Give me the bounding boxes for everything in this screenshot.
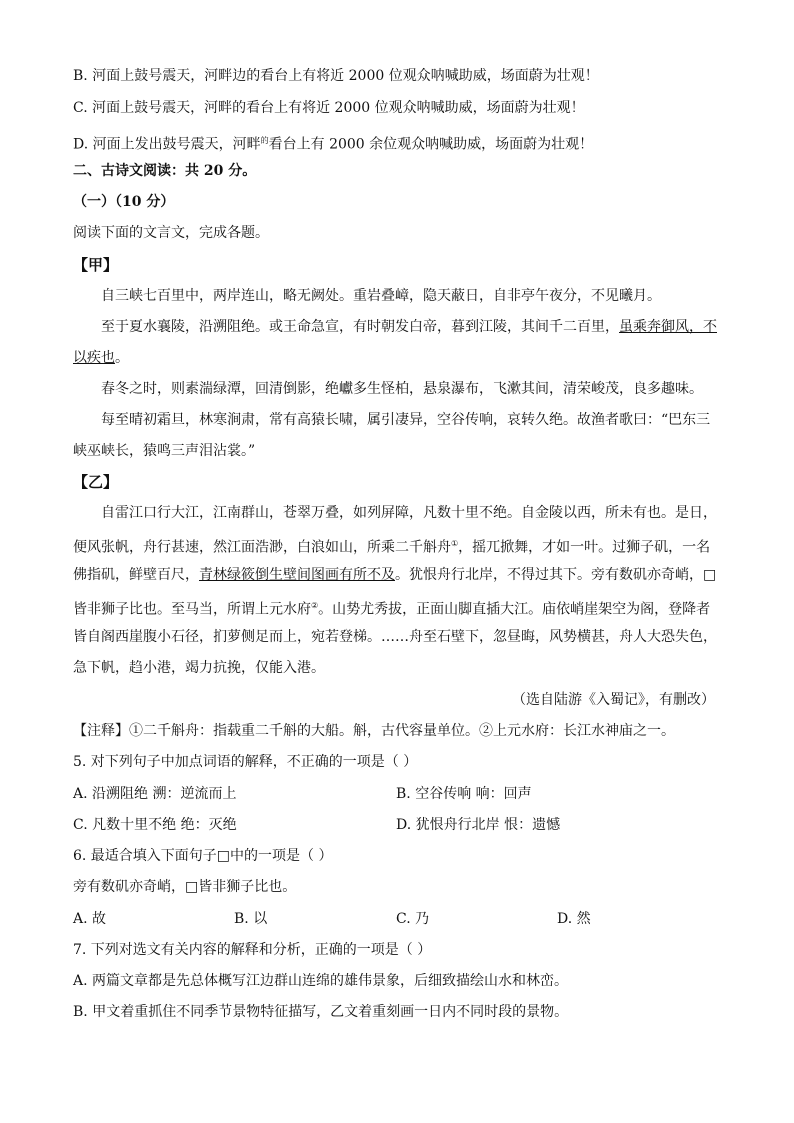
footnote-ref-2: ② [311,601,319,610]
passage-yi-l4-a: 皆非狮子比也。至马当，所谓上元水府 [73,601,311,618]
section-2-title: 二、古诗文阅读：共 20 分。 [73,163,257,179]
passage-yi-line-6: 急下帆，趋小港，竭力抗挽，仅能入港。 [73,660,325,676]
section-2-part-1: （一）（10 分） [73,194,175,210]
question-7-stem: 7. 下列对选文有关内容的解释和分析，正确的一项是（ ） [73,942,432,958]
question-5-option-b: B. 空谷传响 响：回声 [396,786,532,802]
question-6-option-a: A. 故 [73,911,107,927]
question-5-option-d: D. 犹恨舟行北岸 恨：遗憾 [396,817,561,833]
passage-yi-label: 【乙】 [73,473,119,491]
question-6-option-b: B. 以 [234,911,268,927]
footnote-ref-1: ① [451,539,459,548]
question-6-option-d: D. 然 [557,911,591,927]
underlined-sentence-cont: 以疾也 [73,350,115,366]
passage-source: （选自陆游《入蜀记》，有删改） [512,692,715,708]
passage-yi-line-2 [73,534,710,558]
passage-yi-line-3 [73,565,716,585]
q4-option-d [73,131,593,155]
passage-yi-l2-b: ，摇兀掀舞，才如一叶。过狮子矶，一名 [458,539,711,556]
q4-option-d-text-2: 看台上有 2000 余位观众呐喊助威，场面蔚为壮观！ [268,136,594,153]
question-7-option-a: A. 两篇文章都是先总体概写江边群山连绵的雄伟景象，后细致描绘山水和林峦。 [73,973,569,989]
passage-yi-line-5: 皆自阁西崖腹小石径，扪萝侧足而上，宛若登梯。……舟至石壁下，忽昼晦，风势横甚，舟人大恐失色， [73,629,717,645]
question-5-option-c: C. 凡数十里不绝 绝：灭绝 [73,817,237,833]
q4-option-d-text-1: D. 河面上发出鼓号震天，河畔 [73,136,261,153]
reading-instruction: 阅读下面的文言文，完成各题。 [73,225,269,241]
q4-option-c: C. 河面上鼓号震天，河畔的看台上有将近 2000 位观众呐喊助威，场面蔚为壮观！ [73,100,585,116]
question-5-option-a: A. 沿溯阻绝 溯：逆流而上 [73,786,237,802]
passage-jia-paragraph-4-cont: 峡巫峡长，猿鸣三声泪沾裳。” [73,443,256,459]
passage-yi-line-1: 自雷江口行大江，江南群山，苍翠万叠，如列屏障，凡数十里不绝。自金陵以西，所未有也。是日， [101,505,717,521]
passage-jia-paragraph-1: 自三峡七百里中，两岸连山，略无阙处。重岩叠嶂，隐天蔽日，自非亭午夜分，不见曦月。 [101,288,661,304]
passage-jia-p2-text: 至于夏水襄陵，沿溯阻绝。或王命急宣，有时朝发白帝，暮到江陵，其间千二百里， [101,319,619,335]
passage-jia-label: 【甲】 [73,256,119,274]
underlined-sentence-yi: 青林绿筱倒生壁间图画有所不及 [199,567,395,583]
passage-yi-line-4 [73,596,710,620]
passage-jia-paragraph-2 [101,317,717,337]
period: 。 [115,350,129,366]
question-6-stem: 6. 最适合填入下面句子□中的一项是（ ） [73,848,333,864]
passage-yi-l3-b: 。犹恨舟行北岸，不得过其下。旁有数矶亦奇峭，□ [395,567,717,583]
annotation-notes: 【注释】①二千斛舟：指载重二千斛的大船。斛，古代容量单位。②上元水府：长江水神庙之一。 [73,723,675,739]
q4-option-d-superscript: 的 [260,136,269,145]
passage-yi-l3-a: 佛指矶，鲜壁百尺， [73,567,199,583]
passage-jia-paragraph-4: 每至晴初霜旦，林寒涧肃，常有高猿长啸，属引凄异，空谷传响，哀转久绝。故渔者歌曰：“巴东三 [101,412,711,428]
question-6-option-c: C. 乃 [396,911,430,927]
underlined-sentence: 虽乘奔御风，不 [619,319,717,335]
passage-yi-l2-a: 便风张帆，舟行甚速，然江面浩渺，白浪如山，所乘二千斛舟 [73,539,451,556]
passage-jia-paragraph-2-cont [73,348,129,368]
question-5-stem: 5. 对下列句子中加点词语的解释，不正确的一项是（ ） [73,754,418,770]
passage-jia-paragraph-3: 春冬之时，则素湍绿潭，回清倒影，绝巘多生怪柏，悬泉瀑布，飞漱其间，清荣峻茂，良多趣味。 [101,381,703,397]
q4-option-b: B. 河面上鼓号震天，河畔边的看台上有将近 2000 位观众呐喊助威，场面蔚为壮观！ [73,68,599,84]
question-6-sentence: 旁有数矶亦奇峭，□皆非狮子比也。 [73,879,297,895]
question-7-option-b: B. 甲文着重抓住不同季节景物特征描写，乙文着重刻画一日内不同时段的景物。 [73,1004,569,1020]
passage-yi-l4-b: 。山势尤秀拔，正面山脚直插大江。庙依峭崖架空为阁，登降者 [318,601,711,618]
